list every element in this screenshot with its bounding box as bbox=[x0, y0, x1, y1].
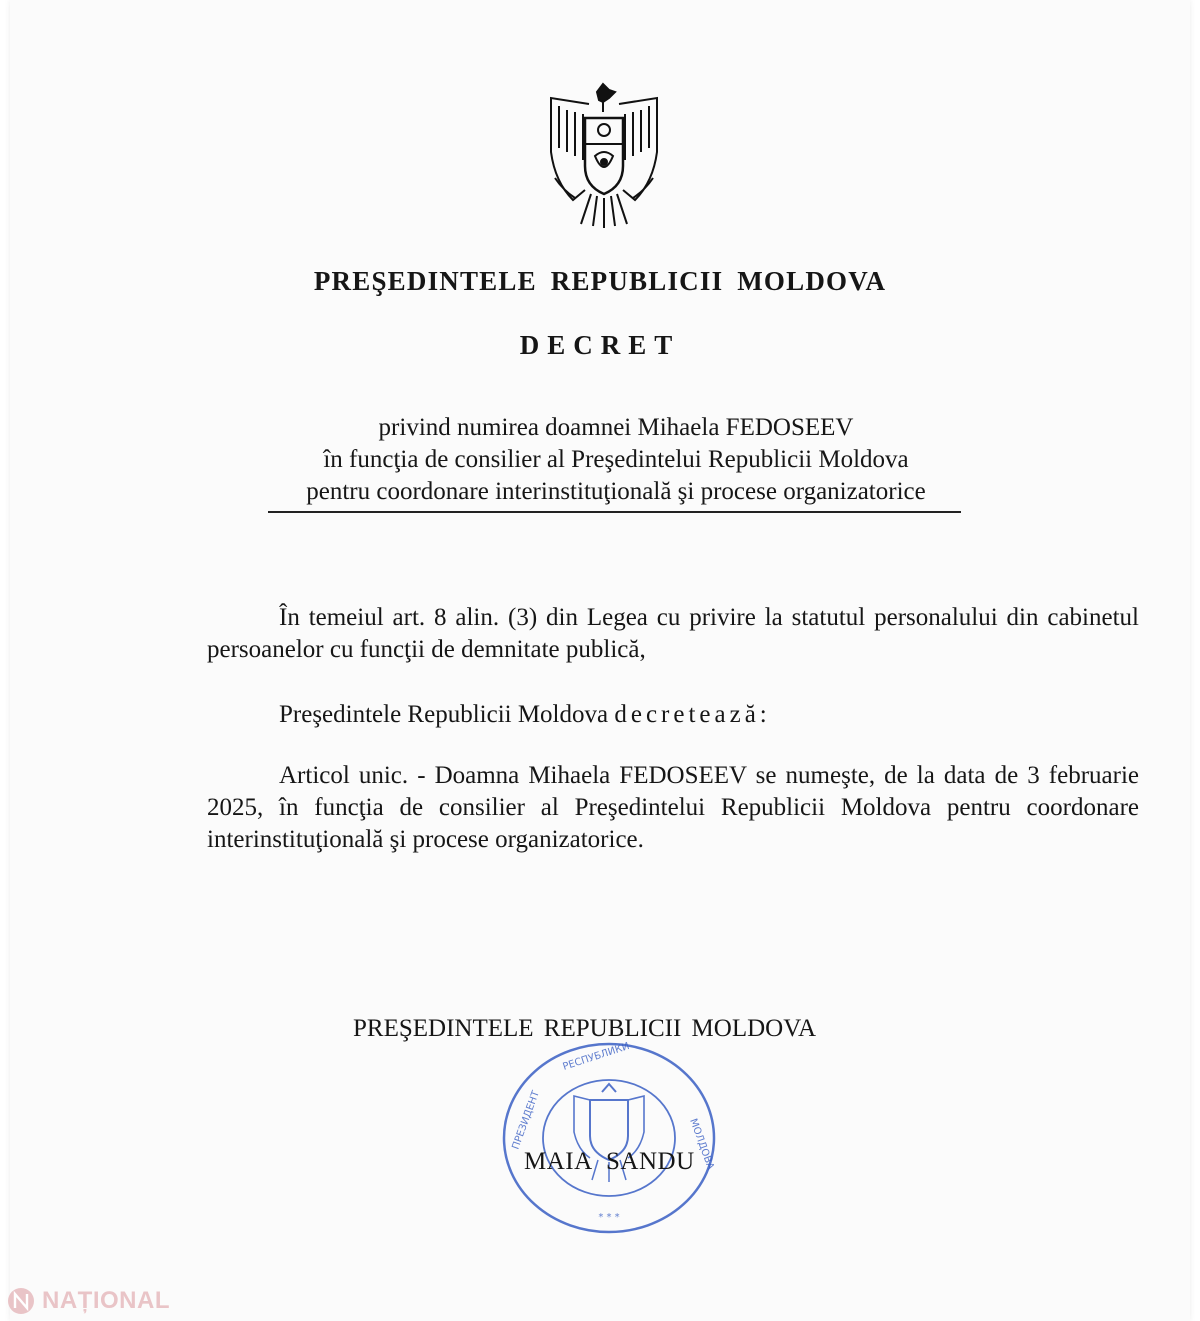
enacting-word: decretează: bbox=[614, 701, 771, 728]
enacting-prefix: Preşedintele Republicii Moldova bbox=[279, 701, 615, 728]
svg-text:МОЛДОВА: МОЛДОВА bbox=[687, 1117, 716, 1172]
svg-text:ПРЕЗИДЕНТ: ПРЕЗИДЕНТ bbox=[510, 1089, 542, 1152]
subject-line: pentru coordonare interinstituţională şi procese organizatorice bbox=[306, 478, 926, 505]
coat-of-arms-icon bbox=[545, 82, 663, 228]
signature-title: PREŞEDINTELE REPUBLICII MOLDOVA bbox=[353, 1015, 817, 1042]
subject-underline bbox=[268, 511, 961, 513]
signatory-name: MAIA SANDU bbox=[524, 1148, 695, 1175]
legal-basis-paragraph: În temeiul art. 8 alin. (3) din Legea cu privire la statutul personalului din cabinetul persoanelor cu funcţii de demnitate publică, bbox=[207, 604, 1139, 663]
svg-text:* * *: * * * bbox=[598, 1212, 620, 1223]
subject-line: în funcţia de consilier al Preşedintelui Republicii Moldova bbox=[323, 446, 909, 473]
official-stamp-icon bbox=[500, 1040, 718, 1236]
watermark-text: NAȚIONAL bbox=[42, 1287, 170, 1314]
enacting-clause bbox=[207, 699, 1139, 731]
subject-line: privind numirea doamnei Mihaela FEDOSEEV bbox=[378, 414, 854, 441]
watermark-logo-icon bbox=[6, 1286, 36, 1316]
watermark bbox=[6, 1286, 170, 1316]
document-type-heading: DECRET bbox=[519, 330, 681, 360]
issuer-heading: PREŞEDINTELE REPUBLICII MOLDOVA bbox=[313, 266, 887, 296]
article-paragraph: Articol unic. - Doamna Mihaela FEDOSEEV se numeşte, de la data de 3 februarie 2025, în funcţia de consilier al Preşedintelui Republicii Moldova pentru coordonare interinstituţională şi procese organizatorice. bbox=[207, 762, 1139, 853]
svg-text:РЕСПУБЛИКИ: РЕСПУБЛИКИ bbox=[561, 1040, 631, 1073]
